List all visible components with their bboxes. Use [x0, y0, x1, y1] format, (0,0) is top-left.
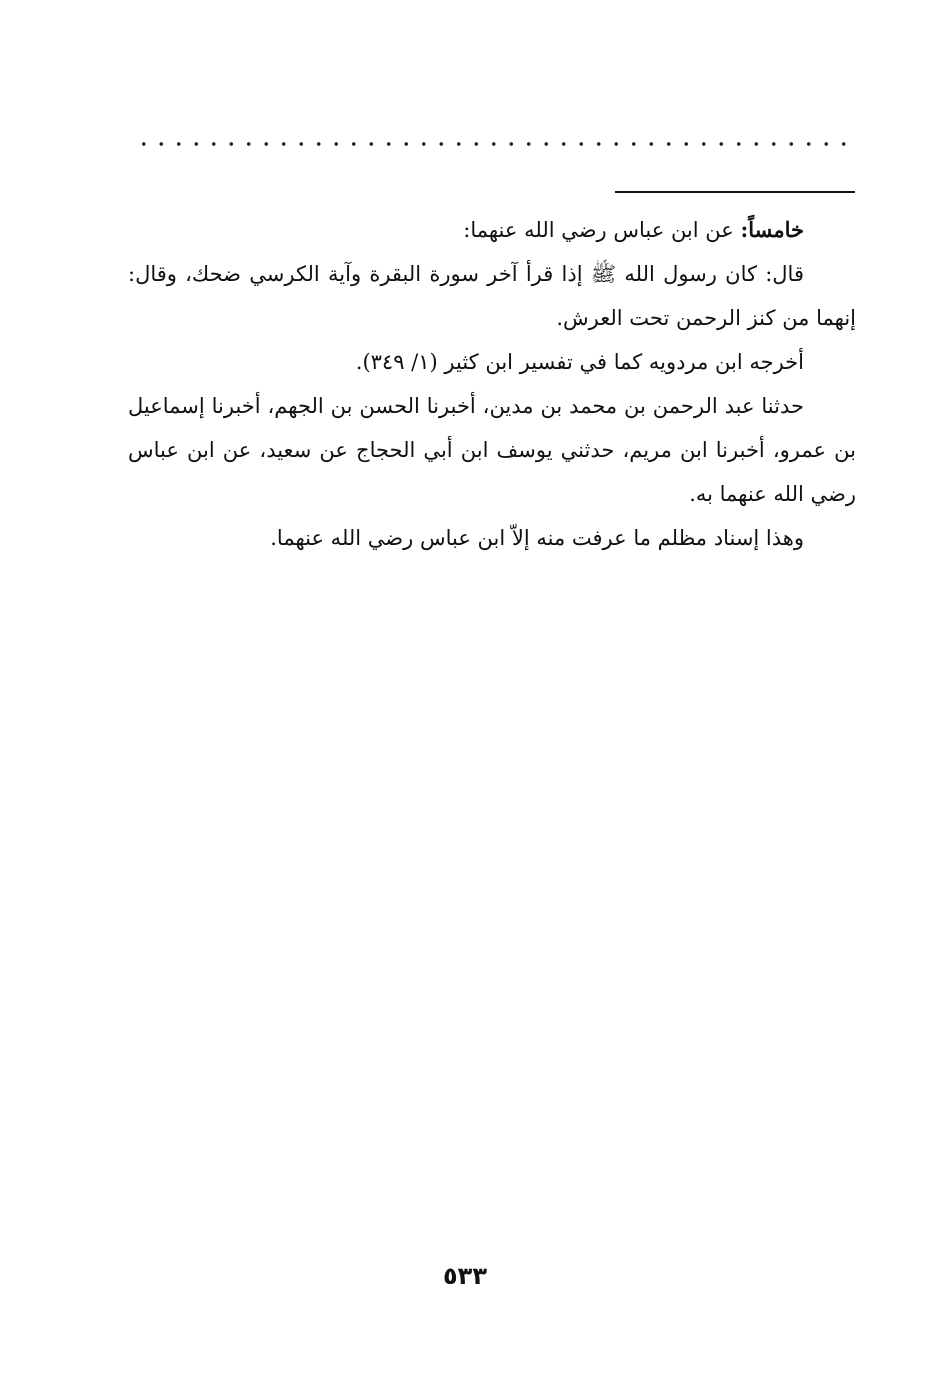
body-text	[128, 208, 856, 560]
section-rule	[615, 191, 855, 193]
paragraph-5	[128, 516, 856, 560]
dotted-separator	[135, 141, 853, 147]
paragraph-lead: خامساً:	[740, 217, 804, 242]
paragraph-text: وهذا إسناد مظلم ما عرفت منه إلاّ ابن عباس رضي الله عنهما.	[270, 526, 804, 550]
paragraph-4	[128, 384, 856, 516]
paragraph-2	[128, 252, 856, 340]
paragraph-text: حدثنا عبد الرحمن بن محمد بن مدين، أخبرنا الحسن بن الجهم، أخبرنا إسماعيل بن عمرو، أخبرنا ابن مريم، حدثني يوسف ابن أبي الحجاج عن سعيد، عن ابن عباس رضي الله عنهما به.	[128, 394, 856, 506]
paragraph-1	[128, 208, 856, 252]
paragraph-text: أخرجه ابن مردويه كما في تفسير ابن كثير (١/ ٣٤٩).	[355, 350, 804, 374]
paragraph-text: قال: كان رسول الله ﷺ إذا قرأ آخر سورة البقرة وآية الكرسي ضحك، وقال: إنهما من كنز الرحمن تحت العرش.	[128, 262, 856, 330]
paragraph-3	[128, 340, 856, 384]
paragraph-text: عن ابن عباس رضي الله عنهما:	[463, 218, 741, 242]
page-number: ٥٣٣	[443, 1262, 487, 1290]
